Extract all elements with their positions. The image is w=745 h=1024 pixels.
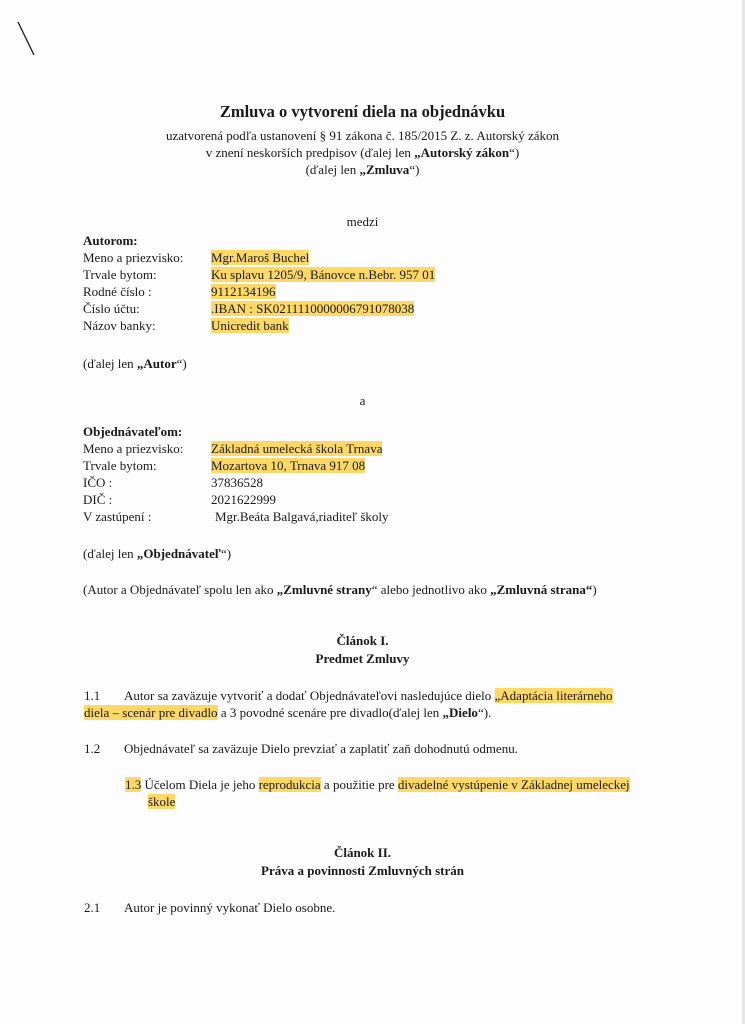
article-2-heading: Článok II. (333, 845, 392, 860)
contract-title: Zmluva o vytvorení diela na objednávku (219, 102, 506, 121)
subtitle-line-3: (ďalej len „Zmluva“) (305, 162, 420, 177)
client-field-label: IČO : (83, 475, 113, 490)
author-field-value: .IBAN : SK0211110000006791078038 (211, 301, 415, 316)
client-field-label: Meno a priezvisko: (83, 441, 184, 456)
author-field-label: Trvale bytom: (83, 267, 157, 282)
article-1-heading: Článok I. (336, 633, 389, 648)
and-label: a (359, 393, 366, 408)
article-2-subheading: Práva a povinnosti Zmluvných strán (261, 863, 464, 878)
author-field-value: Unicredit bank (211, 318, 289, 333)
clause-number: 1.2 (84, 741, 101, 756)
clause-1-1-line-1: Autor sa zaväzuje vytvoriť a dodať Objednávateľovi nasledujúce dielo „Adaptácia literárneho (124, 688, 613, 703)
between-label: medzi (346, 214, 379, 229)
author-field-value: Ku splavu 1205/9, Bánovce n.Bebr. 957 01 (211, 267, 436, 282)
client-field-value: Základná umelecká škola Trnava (211, 441, 383, 456)
clause-number: 2.1 (84, 900, 101, 915)
client-field-label: DIČ : (83, 492, 113, 507)
author-field-label: Meno a priezvisko: (83, 250, 184, 265)
client-field-value: 37836528 (211, 475, 263, 490)
author-field-label: Číslo účtu: (83, 301, 140, 316)
author-field-label: Rodné číslo : (83, 284, 152, 299)
pen-mark-icon (0, 0, 60, 70)
clause-number: 1.1 (84, 688, 101, 703)
article-1-subheading: Predmet Zmluvy (315, 651, 410, 666)
clause-1-2-text: Objednávateľ sa zaväzuje Dielo prevziať a zaplatiť zaň dohodnutú odmenu. (124, 741, 518, 756)
client-field-value: Mgr.Beáta Balgavá,riaditeľ školy (215, 509, 389, 524)
author-field-value: Mgr.Maroš Buchel (211, 250, 310, 265)
subtitle-line-2: v znení neskorších predpisov (ďalej len „Autorský zákon“) (205, 145, 520, 160)
client-field-value: Mozartova 10, Trnava 917 08 (211, 458, 366, 473)
author-field-value: 9112134196 (211, 284, 276, 299)
author-alias: (ďalej len „Autor“) (83, 356, 187, 371)
parties-definition: (Autor a Objednávateľ spolu len ako „Zmluvné strany“ alebo jednotlivo ako „Zmluvná strana“) (83, 582, 597, 597)
author-field-label: Názov banky: (83, 318, 156, 333)
client-field-label: Trvale bytom: (83, 458, 157, 473)
author-heading: Autorom: (83, 233, 138, 248)
clause-1-3-line-1: 1.3 Účelom Diela je jeho reprodukcia a použitie pre divadelné vystúpenie v Základnej umeleckej (125, 777, 630, 792)
client-field-value: 2021622999 (211, 492, 276, 507)
clause-1-1-line-2: diela – scenár pre divadlo a 3 povodné scenáre pre divadlo(ďalej len „Dielo“). (84, 705, 492, 720)
client-heading: Objednávateľom: (83, 424, 183, 439)
clause-1-3-line-2: škole (148, 794, 176, 809)
subtitle-line-1: uzatvorená podľa ustanovení § 91 zákona č. 185/2015 Z. z. Autorský zákon (165, 128, 559, 143)
client-field-label: V zastúpení : (83, 509, 152, 524)
clause-2-1-text: Autor je povinný vykonať Dielo osobne. (124, 900, 336, 915)
client-alias: (ďalej len „Objednávateľ“) (83, 546, 232, 561)
